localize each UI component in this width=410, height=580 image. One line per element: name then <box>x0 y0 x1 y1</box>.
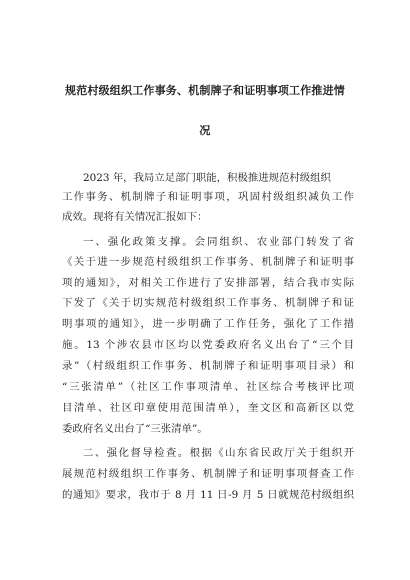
paragraph-line: 目清单、社区印章使用范围清单），奎文区和高新区以党 <box>62 402 354 414</box>
paragraph-line: 录”（村级组织工作事务、机制牌子和证明事项目录）和 <box>62 360 354 372</box>
paragraph-line: 成效。现将有关情况汇报如下： <box>62 211 208 223</box>
document-title-line-1: 规范村级组织工作事务、机制牌子和证明事项工作推进情 <box>65 84 345 97</box>
paragraph-line: 下发了《关于切实规范村级组织工作事务、机制牌子和证 <box>62 297 354 309</box>
paragraph-line: 一、强化政策支撑。会同组织、农业部门转发了省 <box>83 236 354 248</box>
paragraph-line: 明事项的通知》，进一步明确了工作任务，强化了工作措 <box>62 318 354 330</box>
paragraph-line: 委政府名义出台了“三张清单”。 <box>62 423 208 435</box>
paragraph-line: 二、强化督导检查。根据《山东省民政厅关于组织开 <box>83 447 354 459</box>
paragraph-line: 项的通知》，对相关工作进行了安排部署，结合我市实际 <box>62 277 354 289</box>
paragraph-line: 施。13 个涉农县市区均以党委政府名义出台了“三个目 <box>62 339 354 351</box>
paragraph-line: 展规范村级组织工作事务、机制牌子和证明事项督查工作 <box>62 468 354 480</box>
paragraph-line: “三张清单”（社区工作事项清单、社区综合考核评比项 <box>62 381 354 393</box>
paragraph-line: 的通知》要求，我市于 8 月 11 日-9 月 5 日就规范村级组织 <box>62 489 354 501</box>
document-title-line-2: 况 <box>199 124 211 137</box>
paragraph-line: 2023 年，我局立足部门职能，积极推进规范村级组织 <box>83 172 331 184</box>
paragraph-line: 工作事务、机制牌子和证明事项，巩固村级组织减负工作 <box>62 191 354 203</box>
paragraph-line: 《关于进一步规范村级组织工作事务、机制牌子和证明事 <box>62 256 354 268</box>
